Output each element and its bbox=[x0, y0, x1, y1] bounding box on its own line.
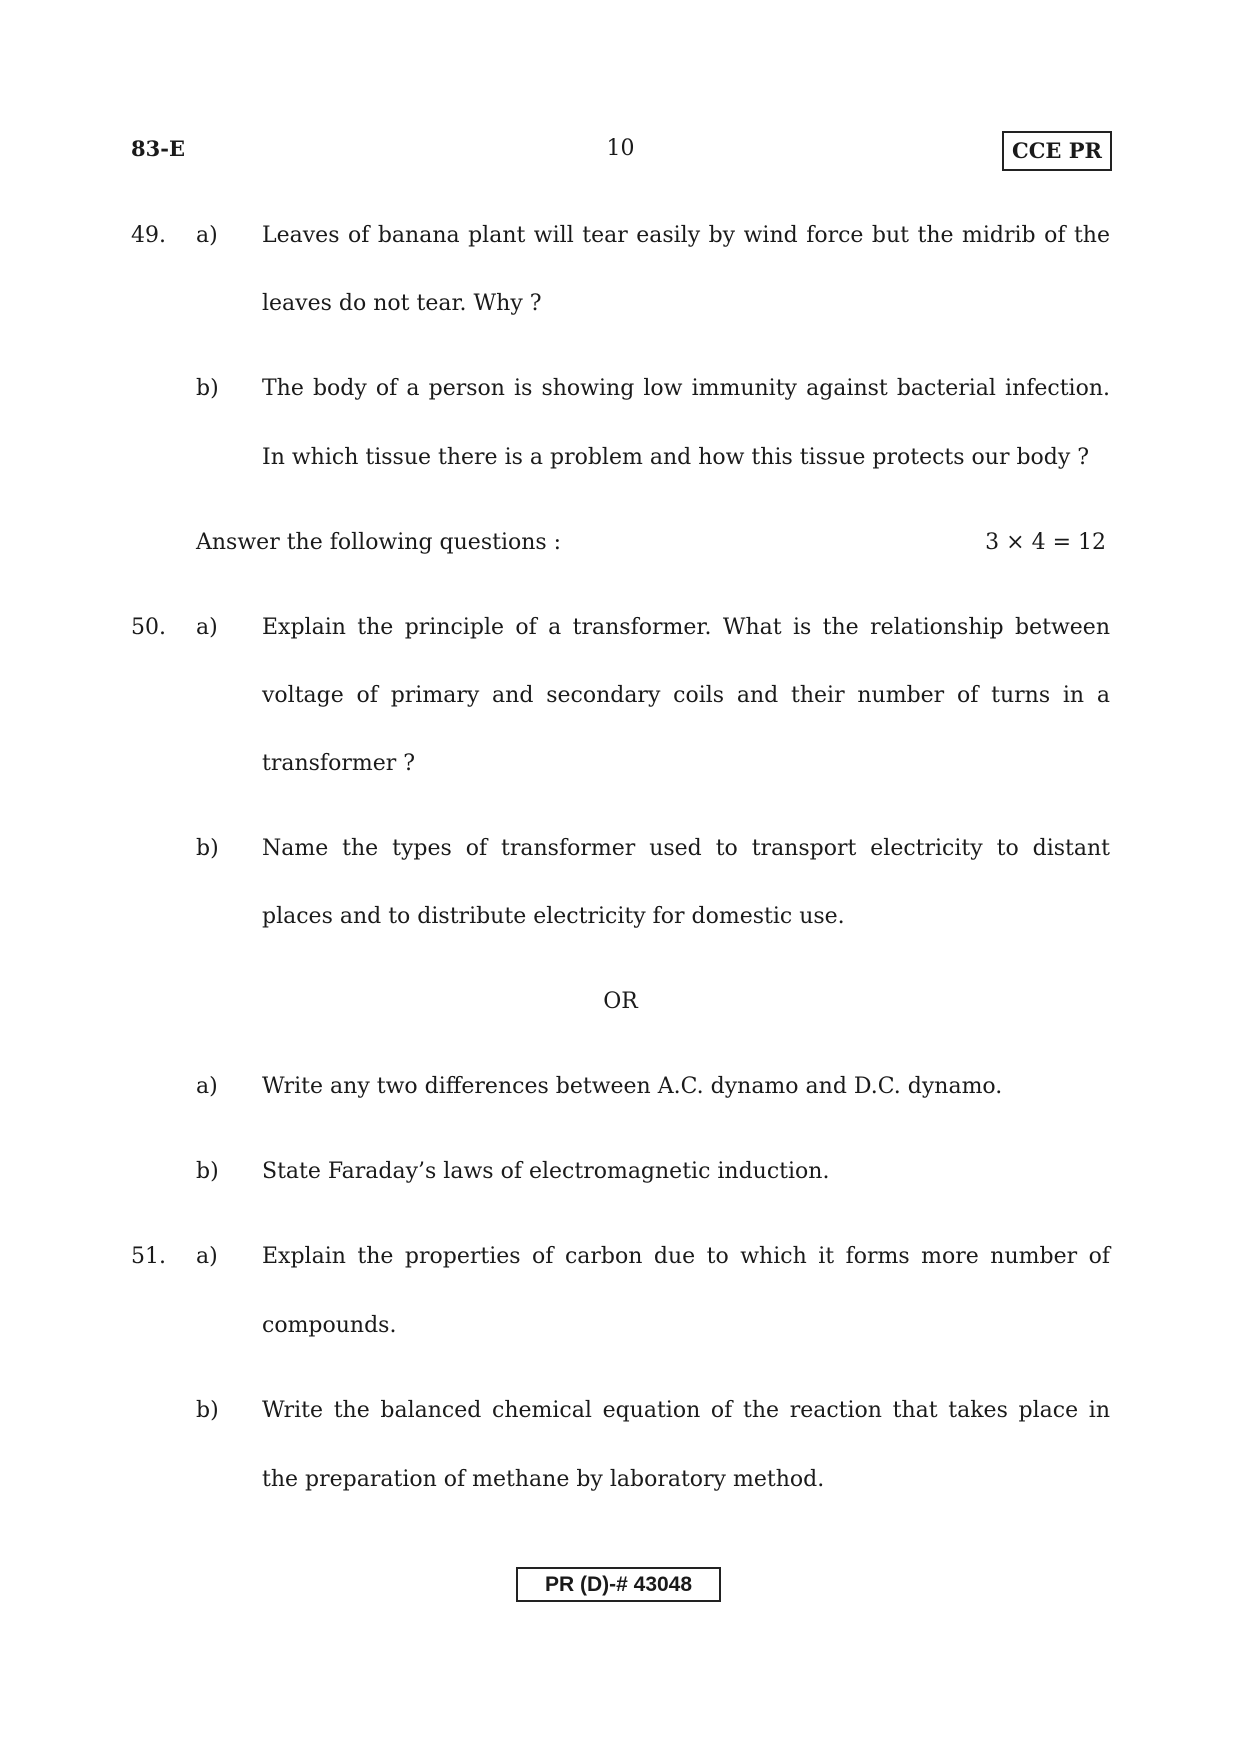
question-51a-line-2: compounds. bbox=[262, 1313, 397, 1338]
question-51b-line-2: the preparation of methane by laboratory method. bbox=[262, 1467, 825, 1492]
section-marks: 3 × 4 = 12 bbox=[985, 530, 1106, 555]
question-51a-line-1: Explain the properties of carbon due to which it forms more number of bbox=[262, 1244, 1110, 1269]
question-50a-line-3: transformer ? bbox=[262, 751, 416, 776]
question-51a-label: a) bbox=[196, 1244, 218, 1269]
series-code-box: CCE PR bbox=[1002, 131, 1112, 171]
question-49a-line-1: Leaves of banana plant will tear easily by wind force but the midrib of the bbox=[262, 223, 1110, 248]
question-50b-label: b) bbox=[196, 836, 219, 861]
question-49-number: 49. bbox=[131, 223, 166, 248]
question-50-alt-a-label: a) bbox=[196, 1074, 218, 1099]
question-51b-label: b) bbox=[196, 1398, 219, 1423]
question-50a-label: a) bbox=[196, 615, 218, 640]
question-49b-line-2: In which tissue there is a problem and how this tissue protects our body ? bbox=[262, 445, 1090, 470]
question-51b-line-1: Write the balanced chemical equation of the reaction that takes place in bbox=[262, 1398, 1110, 1423]
question-50-alt-b-line-1: State Faraday’s laws of electromagnetic induction. bbox=[262, 1159, 830, 1184]
paper-code: 83-E bbox=[131, 136, 185, 161]
question-50-number: 50. bbox=[131, 615, 166, 640]
question-49b-label: b) bbox=[196, 376, 219, 401]
question-50b-line-1: Name the types of transformer used to transport electricity to distant bbox=[262, 836, 1110, 861]
or-separator: OR bbox=[603, 989, 638, 1014]
question-50b-line-2: places and to distribute electricity for domestic use. bbox=[262, 904, 845, 929]
question-51-number: 51. bbox=[131, 1244, 166, 1269]
question-49a-label: a) bbox=[196, 223, 218, 248]
footer-code-box: PR (D)-# 43048 bbox=[516, 1567, 721, 1602]
page-number: 10 bbox=[606, 136, 635, 161]
question-49a-line-2: leaves do not tear. Why ? bbox=[262, 291, 542, 316]
section-instruction: Answer the following questions : bbox=[196, 530, 562, 555]
question-50-alt-a-line-1: Write any two differences between A.C. dynamo and D.C. dynamo. bbox=[262, 1074, 1003, 1099]
question-49b-line-1: The body of a person is showing low immunity against bacterial infection. bbox=[262, 376, 1110, 401]
question-50a-line-2: voltage of primary and secondary coils and their number of turns in a bbox=[262, 683, 1110, 708]
question-50a-line-1: Explain the principle of a transformer. What is the relationship between bbox=[262, 615, 1110, 640]
question-50-alt-b-label: b) bbox=[196, 1159, 219, 1184]
